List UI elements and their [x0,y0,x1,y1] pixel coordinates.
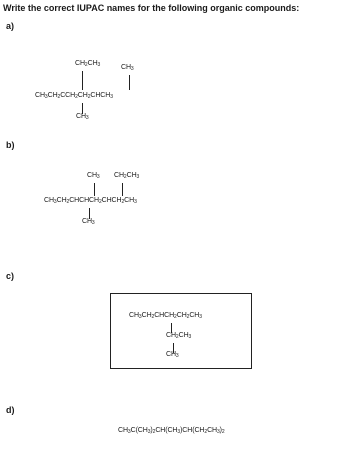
subscript: 3 [44,94,48,100]
part-b-main-chain: $CH_3CH_2CHCHCH_2CHCH_2CH_3$ [44,197,137,205]
part-a-label: a) [6,21,15,31]
part-d-label: d) [6,405,15,415]
part-c-main-chain: $CH_3CH_2CHCH_2CH_2CH_3$ [129,312,202,320]
part-b-label: b) [6,140,15,150]
subscript: 3 [127,429,131,435]
part-a-bond-up-1 [82,71,83,90]
subscript: 3 [188,334,192,340]
subscript: 2 [186,314,190,320]
subscript: 2 [151,314,155,320]
subscript: 2 [121,199,125,205]
subscript: 2 [204,429,208,435]
subscript: 3 [91,220,95,226]
subscript: 3 [97,62,101,68]
subscript: 3 [177,429,181,435]
part-c-structure-box [110,293,252,369]
part-c-substituent-2: $CH_3$ [166,351,179,359]
part-a-bottom-substituent: $CH_3$ [76,113,89,121]
subscript: 3 [147,429,151,435]
part-c-label: c) [6,271,15,281]
subscript: 2 [66,199,70,205]
instruction-text: Write the correct IUPAC names for the following organic compounds: [3,3,300,13]
part-b-bond-up-2 [122,183,123,196]
subscript: 2 [123,174,127,180]
subscript: 2 [57,94,61,100]
subscript: 2 [75,94,78,100]
subscript: 3 [85,115,89,121]
part-d-formula: $CH_3C(CH_3)_2CH(CH_3)CH(CH_2CH_3)_2$ [118,427,225,435]
subscript: 2 [84,62,88,68]
subscript: 2 [221,429,225,435]
part-a-top-substituent-1: $CH_2CH_3$ [75,60,101,68]
subscript: 2 [175,334,179,340]
subscript: 2 [87,94,91,100]
subscript: 3 [53,199,57,205]
part-b-bottom-substituent: $CH_3$ [82,218,95,226]
subscript: 2 [152,429,156,435]
part-c-substituent-1: $CH_2CH_3$ [166,332,192,340]
part-a-main-chain: $CH_3CH_2CCH_2CH_2CHCH_3$ [35,92,113,100]
part-b-bond-up-1 [94,183,95,196]
part-a-top-substituent-2: $CH_3$ [121,64,134,72]
subscript: 2 [174,314,177,320]
subscript: 3 [136,174,140,180]
subscript: 3 [199,314,202,320]
part-b-top-substituent-2: $CH_2CH_3$ [114,172,140,180]
subscript: 3 [175,353,179,359]
subscript: 2 [98,199,102,205]
subscript: 3 [138,314,142,320]
part-a-bond-up-2 [129,75,130,90]
subscript: 3 [130,66,134,72]
part-b-top-substituent-1: $CH_3$ [87,172,100,180]
subscript: 3 [96,174,100,180]
subscript: 3 [134,199,137,205]
subscript: 3 [216,429,220,435]
subscript: 3 [110,94,113,100]
